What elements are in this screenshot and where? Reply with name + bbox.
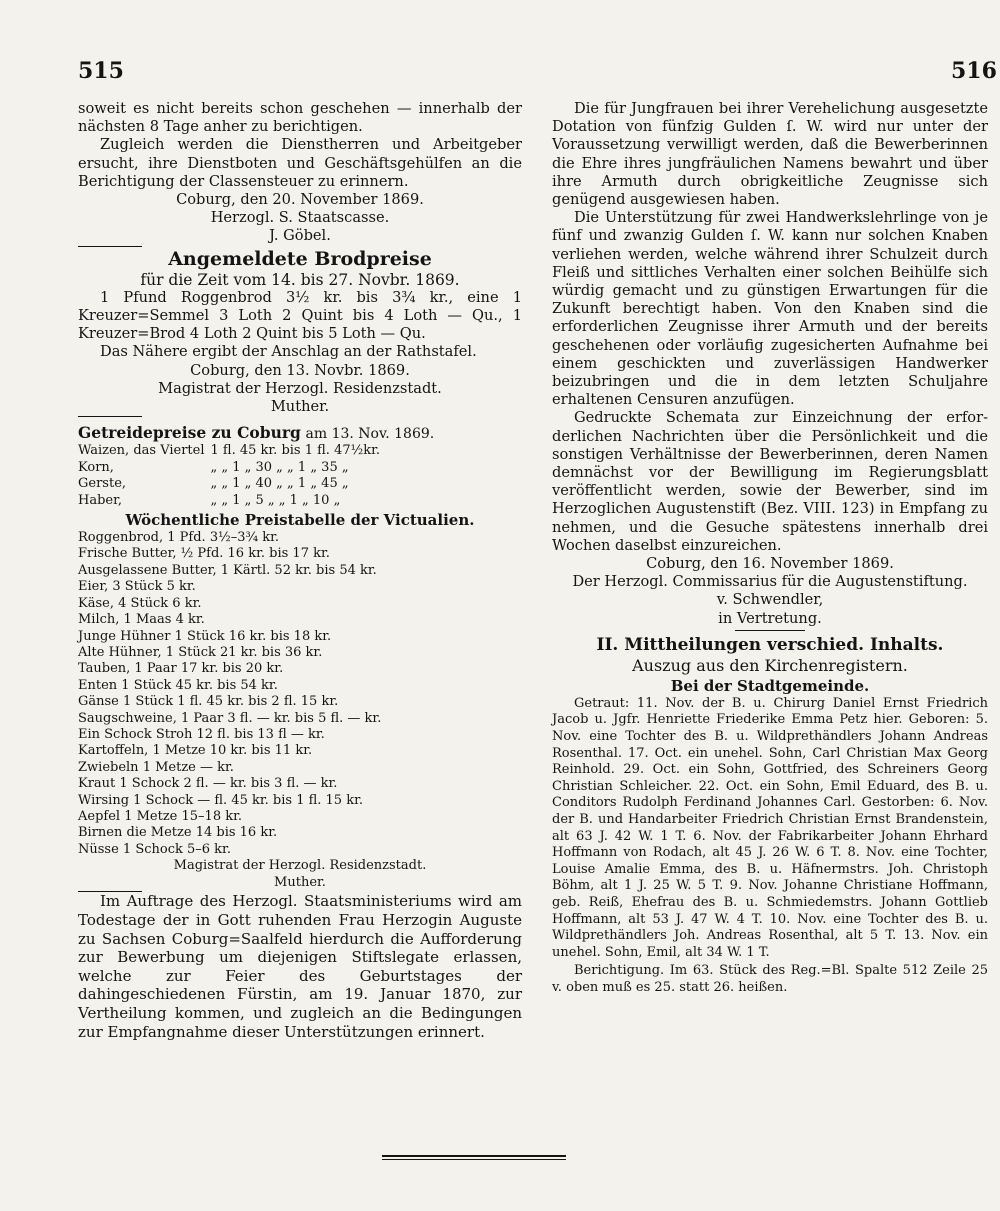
grain-name: Waizen, das Viertel xyxy=(78,443,205,459)
registry-subtitle: Auszug aus den Kirchenregistern. xyxy=(632,655,908,675)
divider xyxy=(735,630,805,631)
list-item: Alte Hühner, 1 Stück 21 kr. bis 36 kr. xyxy=(78,644,323,660)
signature-staatscasse: Herzogl. S. Staatscasse. xyxy=(210,209,390,227)
table-row xyxy=(78,476,380,492)
grain-price: „ „ 1 „ 5 „ „ 1 „ 10 „ xyxy=(210,492,341,508)
list-item: Zwiebeln 1 Metze — kr. xyxy=(78,759,234,775)
list-item: Junge Hühner 1 Stück 16 kr. bis 18 kr. xyxy=(78,628,332,644)
list-item: Birnen die Metze 14 bis 16 kr. xyxy=(78,825,278,841)
left-paragraph-1: soweit es nicht bereits schon geschehen — innerhalb der nächsten 8 Tage anher zu berichtigen. xyxy=(78,100,522,136)
bread-prices-title: Angemeldete Brodpreise xyxy=(168,247,432,270)
right-paragraph-2: Die Unterstützung für zwei Handwerkslehrlinge von je fünf und zwanzig Gulden ſ. W. kann nur solchen Knaben verliehen werden, welche während ihrer Schulzeit durch Fleiß und sittliches Verhalten einer solchen Beihülfe sich würdig gemacht und zu günstigen Erwartungen für die Zukunft berechtigt haben. Von den Knaben sind die erforderlichen Zeugnisse ihrer Armuth und der bereits geschehenen oder vorläufig zugesicherten Aufnahme bei einem geschickten und zuverlässigen Handwerker beizubringen und die in dem letzten Schuljahre erhaltenen Censuren anzufügen. xyxy=(552,209,988,409)
bread-period: für die Zeit vom 14. bis 27. Novbr. 1869. xyxy=(140,270,460,289)
list-item: Kartoffeln, 1 Metze 10 kr. bis 11 kr. xyxy=(78,743,313,759)
list-item: Tauben, 1 Paar 17 kr. bis 20 kr. xyxy=(78,661,284,677)
bottom-rule xyxy=(382,1155,566,1160)
signature-muther-1: Muther. xyxy=(270,398,330,416)
right-paragraph-1: Die für Jungfrauen bei ihrer Verehelichung ausgesetzte Dotation von fünfzig Gulden ſ. W. wird nur unter der Voraussetzung verwilligt werden, daß die Bewerberinnen die Ehre ihres jungfräulichen Namens bewahrt und über ihre Armuth durch obrigkeitliche Zeugnisse sich genügend ausgewiesen haben. xyxy=(552,100,988,209)
list-item: Ausgelassene Butter, 1 Kärtl. 52 kr. bis 54 kr. xyxy=(78,562,377,578)
registry-parish: Bei der Stadtgemeinde. xyxy=(670,676,870,695)
date-line-1: Coburg, den 20. November 1869. xyxy=(176,191,424,209)
list-item: Roggenbrod, 1 Pfd. 3½–3¾ kr. xyxy=(78,530,279,546)
table-row xyxy=(78,493,380,509)
list-item: Aepfel 1 Metze 15–18 kr. xyxy=(78,808,243,824)
date-line-2: Coburg, den 13. Novbr. 1869. xyxy=(190,361,410,379)
left-column xyxy=(78,100,522,1041)
right-column xyxy=(552,100,988,997)
bread-prices-text: 1 Pfund Roggenbrod 3½ kr. bis 3¾ kr., eine 1 Kreuzer=Semmel 3 Loth 2 Quint bis 4 Loth — Qu., 1 Kreuzer=Brod 4 Loth 2 Quint bis 5 Loth — Qu. xyxy=(78,288,522,343)
list-item: Saugschweine, 1 Paar 3 fl. — kr. bis 5 fl. — kr. xyxy=(78,710,382,726)
grain-name: Korn, xyxy=(78,459,114,475)
victuals-title: Wöchentliche Preistabelle der Victualien. xyxy=(125,511,475,530)
list-item: Nüsse 1 Schock 5–6 kr. xyxy=(78,841,231,857)
list-item: Frische Butter, ½ Pfd. 16 kr. bis 17 kr. xyxy=(78,546,330,562)
list-item: Kraut 1 Schock 2 fl. — kr. bis 3 fl. — kr. xyxy=(78,776,338,792)
signature-magistrat-1: Magistrat der Herzogl. Residenzstadt. xyxy=(158,379,442,397)
bread-note: Das Nähere ergibt der Anschlag an der Rathstafel. xyxy=(100,343,477,361)
signature-magistrat-2: Magistrat der Herzogl. Residenzstadt. xyxy=(173,858,427,874)
grain-prices-table xyxy=(78,443,380,509)
signature-muther-2: Muther. xyxy=(274,874,326,890)
signature-schwendler: v. Schwendler, xyxy=(716,591,824,609)
right-paragraph-3: Gedruckte Schemata zur Einzeichnung der erforderlichen Nachrichten über die Persönlichkeit und die sonstigen Verhältnisse der Bewerberinnen, deren Namen demnächst vor der Bewilligung im Regierungsblatt veröffentlicht werden, sowie der Bewerber, sind im Herzoglichen Augustenstift (Bez. VIII. 123) in Empfang zu nehmen, und die Gesuche spätestens innerhalb drei Wochen daselbst einzureichen. xyxy=(552,409,988,554)
divider xyxy=(78,416,142,417)
list-item: Eier, 3 Stück 5 kr. xyxy=(78,579,196,595)
list-item: Ein Schock Stroh 12 fl. bis 13 fl — kr. xyxy=(78,726,325,742)
grain-name: Gerste, xyxy=(78,476,127,492)
list-item: Gänse 1 Stück 1 fl. 45 kr. bis 2 fl. 15 kr. xyxy=(78,694,339,710)
signature-vertretung: in Vertretung. xyxy=(718,609,822,627)
signature-goebel: J. Göbel. xyxy=(269,227,331,245)
grain-price: „ „ 1 „ 30 „ „ 1 „ 35 „ xyxy=(210,459,349,475)
auguste-announcement: Im Auftrage des Herzogl. Staatsministeriums wird am Todestage der in Gott ruhenden Frau Herzogin Auguste zu Sachsen Coburg=Saalfeld hierdurch die Aufforderung zur Bewerbung um diejenigen Stiftslegate erlassen, welche zur Feier des Geburtstages der dahingeschiedenen Fürstin, am 19. Januar 1870, zur Vertheilung kommen, und zugleich an die Bedingungen zur Empfangnahme dieser Unterstützungen erinnert. xyxy=(78,892,522,1041)
grain-prices-heading xyxy=(78,423,522,443)
grain-prices-title: Getreidepreise zu Coburg xyxy=(78,423,301,443)
grain-price: „ „ 1 „ 40 „ „ 1 „ 45 „ xyxy=(210,476,349,492)
church-registry-text: Getraut: 11. Nov. der B. u. Chirurg Daniel Ernst Friedrich Jacob u. Jgfr. Henriette Friederike Emma Petz hier. Geboren: 5. Nov. eine Tochter des B. u. Wildprethändlers Johann Andreas Rosenthal. 17. Oct. ein unehel. Sohn, Carl Christian Max Georg Reinhold. 29. Oct. ein Sohn, Gottfried, des Schreiners Georg Christian Schleicher. 22. Oct. ein Sohn, Emil Eduard, des B. u. Conditors Rudolph Ferdinand Johannes Carl. Gestorben: 6. Nov. der B. und Handarbeiter Friedrich Christian Ernst Brandenstein, alt 63 J. 42 W. 1 T. 6. Nov. der Fabrikarbeiter Johann Ehrhard Hoffmann von Rodach, alt 45 J. 26 W. 6 T. 8. Nov. eine Tochter, Louise Amalie Emma, des B. u. Häfnermstrs. Joh. Christoph Böhm, alt 1 J. 25 W. 5 T. 9. Nov. Johanne Christiane Hoffmann, geb. Reiß, Ehefrau des B. u. Schmiedemstrs. Johann Gottlieb Hoffmann, alt 53 J. 47 W. 4 T. 10. Nov. eine Tochter des B. u. Wildprethändlers Joh. Andreas Rosenthal, alt 5 T. 13. Nov. ein unehel. Sohn, Emil, alt 34 W. 1 T. xyxy=(552,695,988,960)
list-item: Wirsing 1 Schock — fl. 45 kr. bis 1 fl. 15 kr. xyxy=(78,792,364,808)
list-item: Enten 1 Stück 45 kr. bis 54 kr. xyxy=(78,677,278,693)
page-number-right: 516 xyxy=(951,58,997,84)
signature-commissarius: Der Herzogl. Commissarius für die Augustenstiftung. xyxy=(572,573,968,591)
list-item: Milch, 1 Maas 4 kr. xyxy=(78,612,205,628)
correction-note: Berichtigung. Im 63. Stück des Reg.=Bl. Spalte 512 Zeile 25 v. oben muß es 25. statt 26. heißen. xyxy=(552,963,988,995)
date-line-right: Coburg, den 16. November 1869. xyxy=(646,555,894,573)
page-number-left: 515 xyxy=(78,58,124,84)
victuals-list xyxy=(78,530,522,858)
grain-prices-date: am 13. Nov. 1869. xyxy=(305,426,435,443)
table-row xyxy=(78,443,380,459)
table-row xyxy=(78,460,380,476)
grain-name: Haber, xyxy=(78,492,123,508)
section-title: II. Mittheilungen verschied. Inhalts. xyxy=(596,634,944,655)
left-paragraph-2: Zugleich werden die Dienstherren und Arbeitgeber ersucht, ihre Dienstboten und Geschäftsgehülfen an die Berichtigung der Classensteuer zu erinnern. xyxy=(78,136,522,190)
grain-price: 1 fl. 45 kr. bis 1 fl. 47½kr. xyxy=(210,443,381,459)
list-item: Käse, 4 Stück 6 kr. xyxy=(78,595,202,611)
